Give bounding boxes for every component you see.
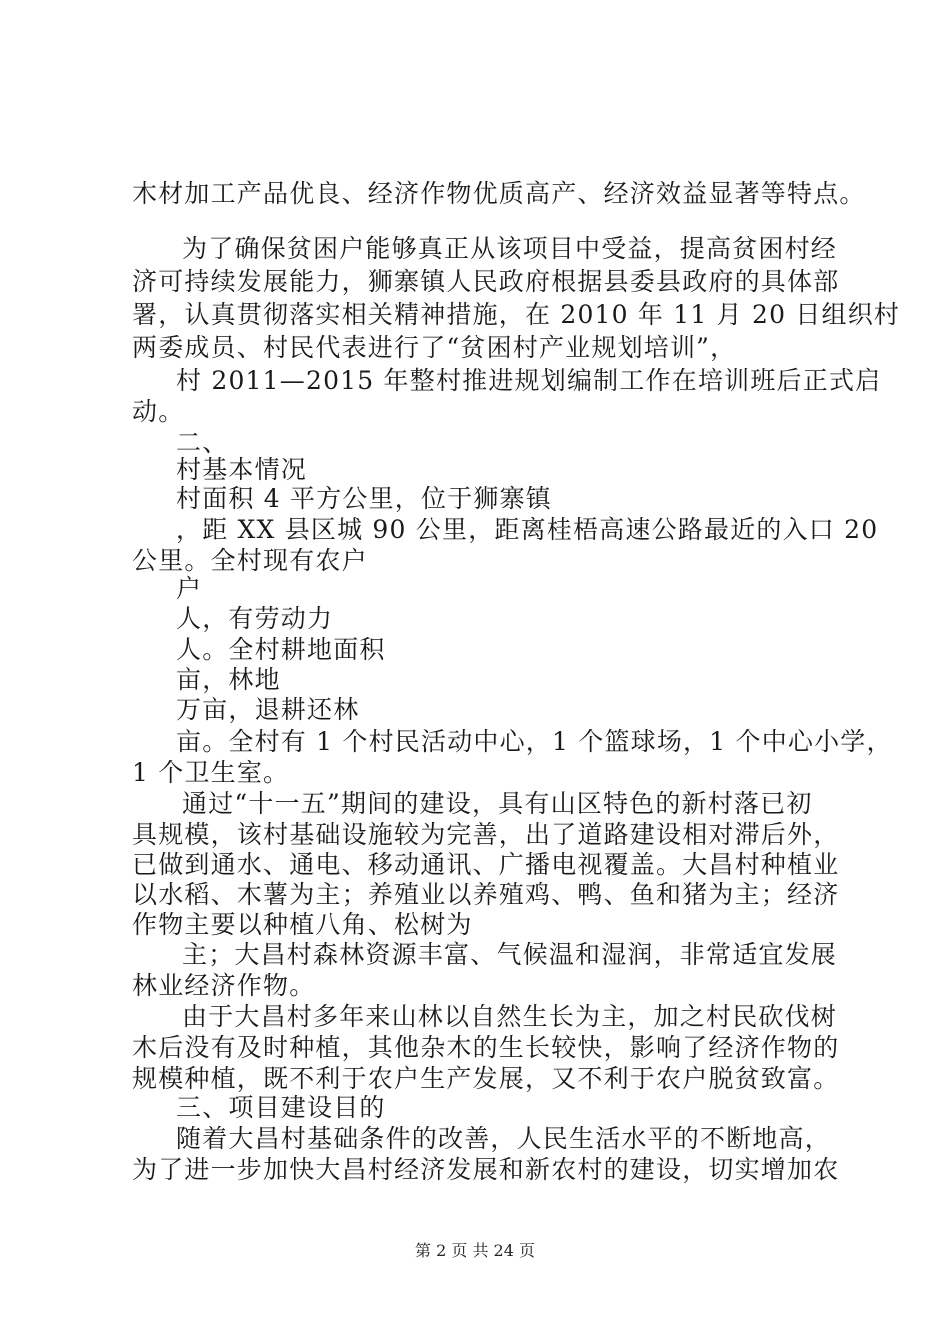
text-line: 动。 — [132, 397, 185, 426]
text-line: 三、项目建设目的 — [176, 1093, 386, 1122]
text-line: 人，有劳动力 — [176, 604, 334, 633]
text-line: 1 个卫生室。 — [132, 758, 290, 787]
page-number: 第 2 页 共 24 页 — [415, 1241, 535, 1260]
text-line: 木后没有及时种植，其他杂木的生长较快，影响了经济作物的 — [132, 1033, 840, 1062]
text-line: 署，认真贯彻落实相关精神措施，在 2010 年 11 月 20 日组织村 — [132, 300, 901, 329]
text-line: 作物主要以种植八角、松树为 — [132, 910, 473, 939]
text-line: 二、 — [176, 428, 229, 457]
text-line: 已做到通水、通电、移动通讯、广播电视覆盖。大昌村种植业 — [132, 850, 840, 879]
text-line: 村 2011—2015 年整村推进规划编制工作在培训班后正式启 — [176, 366, 882, 395]
text-line: 人。全村耕地面积 — [176, 635, 386, 664]
text-line: 木材加工产品优良、经济作物优质高产、经济效益显著等特点。 — [132, 179, 866, 208]
text-line: 为了确保贫困户能够真正从该项目中受益，提高贫困村经 — [182, 234, 838, 263]
text-line: 公里。全村现有农户 — [132, 546, 368, 575]
text-line: ，距 XX 县区城 90 公里，距离桂梧高速公路最近的入口 20 — [176, 515, 879, 544]
text-line: 通过“十一五”期间的建设，具有山区特色的新村落已初 — [182, 789, 813, 818]
text-line: 村基本情况 — [176, 455, 308, 484]
text-line: 村面积 4 平方公里，位于狮寨镇 — [176, 484, 553, 513]
text-line: 规模种植，既不利于农户生产发展，又不利于农户脱贫致富。 — [132, 1064, 840, 1093]
text-line: 以水稻、木薯为主；养殖业以养殖鸡、鸭、鱼和猪为主；经济 — [132, 880, 840, 909]
text-line: 济可持续发展能力，狮寨镇人民政府根据县委县政府的具体部 — [132, 267, 840, 296]
text-line: 亩。全村有 1 个村民活动中心，1 个篮球场，1 个中心小学， — [176, 727, 893, 756]
text-line: 具规模，该村基础设施较为完善，出了道路建设相对滞后外， — [132, 820, 840, 849]
text-line: 亩，林地 — [176, 665, 281, 694]
text-line: 主；大昌村森林资源丰富、气候温和湿润，非常适宜发展 — [182, 940, 838, 969]
text-line: 户 — [176, 574, 203, 603]
text-line: 为了进一步加快大昌村经济发展和新农村的建设，切实增加农 — [132, 1155, 840, 1184]
text-line: 林业经济作物。 — [132, 971, 316, 1000]
text-line: 两委成员、村民代表进行了“贫困村产业规划培训”， — [132, 333, 737, 362]
text-line: 随着大昌村基础条件的改善，人民生活水平的不断地高， — [176, 1124, 832, 1153]
text-line: 万亩，退耕还林 — [176, 695, 360, 724]
text-line: 由于大昌村多年来山林以自然生长为主，加之村民砍伐树 — [182, 1002, 838, 1031]
